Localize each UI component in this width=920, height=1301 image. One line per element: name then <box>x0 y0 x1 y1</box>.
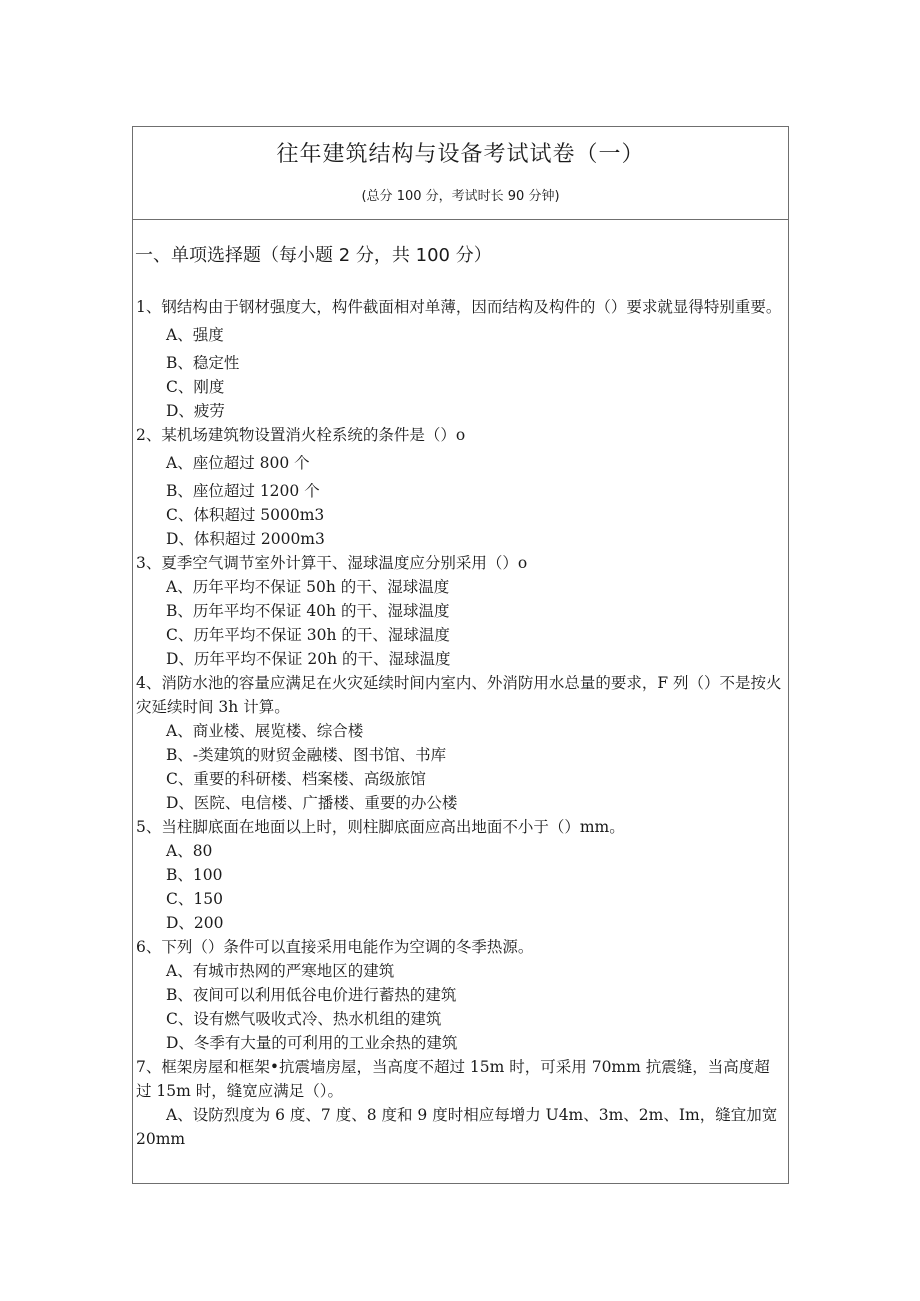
question-stem: 2、某机场建筑物设置消火栓系统的条件是（）o <box>136 426 466 444</box>
option-a: A、历年平均不保证 50h 的干、湿球温度 <box>166 578 450 596</box>
question-6 <box>136 935 784 1055</box>
option-d: D、体积超过 2000m3 <box>166 530 325 548</box>
exam-subtitle: (总分 100 分，考试时长 90 分钟) <box>361 189 560 204</box>
exam-sheet <box>132 126 789 1184</box>
option-a: A、座位超过 800 个 <box>166 454 310 472</box>
question-stem: 6、下列（）条件可以直接采用电能作为空调的冬季热源。 <box>136 938 534 956</box>
option-b: B、历年平均不保证 40h 的干、湿球温度 <box>166 602 450 620</box>
option-d: D、医院、电信楼、广播楼、重要的办公楼 <box>166 794 458 812</box>
question-stem: 7、框架房屋和框架•抗震墙房屋，当高度不超过 15m 时，可采用 70mm 抗震缝，当高度超过 15m 时，缝宽应满足（）。 <box>136 1058 770 1100</box>
option-a: A、设防烈度为 6 度、7 度、8 度和 9 度时相应每增力 U4m、3m、2m、Im，缝宜加宽 20mm <box>136 1106 778 1148</box>
option-a: A、有城市热网的严寒地区的建筑 <box>166 962 395 980</box>
option-a: A、强度 <box>166 326 224 344</box>
option-d: D、历年平均不保证 20h 的干、湿球温度 <box>166 650 451 668</box>
option-d: D、疲劳 <box>166 402 225 420</box>
option-c: C、150 <box>166 890 223 908</box>
exam-title: 往年建筑结构与设备考试试卷（一） <box>276 142 645 167</box>
question-list <box>136 295 784 1151</box>
option-b: B、座位超过 1200 个 <box>166 482 320 500</box>
option-a: A、商业楼、展览楼、综合楼 <box>166 722 364 740</box>
option-b: B、夜间可以利用低谷电价进行蓄热的建筑 <box>166 986 457 1004</box>
question-4 <box>136 671 784 815</box>
question-3 <box>136 551 784 671</box>
section-heading: 一、单项选择题（每小题 2 分，共 100 分） <box>135 245 492 266</box>
question-1 <box>136 295 784 423</box>
option-c: C、历年平均不保证 30h 的干、湿球温度 <box>166 626 450 644</box>
header-divider <box>133 219 788 220</box>
option-c: C、设有燃气吸收式冷、热水机组的建筑 <box>166 1010 442 1028</box>
option-b: B、100 <box>166 866 223 884</box>
option-c: C、体积超过 5000m3 <box>166 506 325 524</box>
question-stem: 1、钢结构由于钢材强度大，构件截面相对单薄，因而结构及构件的（）要求就显得特别重要。 <box>136 298 782 316</box>
question-7 <box>136 1055 784 1151</box>
question-2 <box>136 423 784 551</box>
option-a: A、80 <box>166 842 213 860</box>
option-b: B、-类建筑的财贸金融楼、图书馆、书库 <box>166 746 447 764</box>
option-b: B、稳定性 <box>166 354 240 372</box>
question-stem: 3、夏季空气调节室外计算干、湿球温度应分别采用（）o <box>136 554 528 572</box>
option-c: C、重要的科研楼、档案楼、高级旅馆 <box>166 770 426 788</box>
option-d: D、冬季有大量的可利用的工业余热的建筑 <box>166 1034 458 1052</box>
question-stem: 4、消防水池的容量应满足在火灾延续时间内室内、外消防用水总量的要求，F 列（）不是按火灾延续时间 3h 计算。 <box>136 674 782 716</box>
question-stem: 5、当柱脚底面在地面以上时，则柱脚底面应高出地面不小于（）mm。 <box>136 818 625 836</box>
option-c: C、刚度 <box>166 378 225 396</box>
option-d: D、200 <box>166 914 224 932</box>
question-5 <box>136 815 784 935</box>
